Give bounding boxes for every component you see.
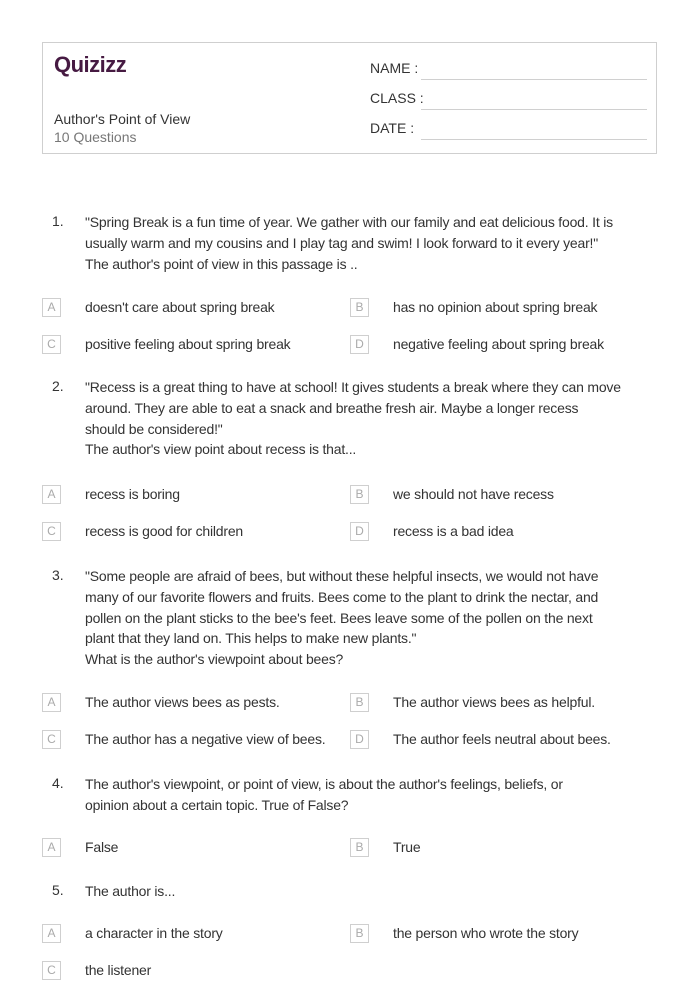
question-number: 3. [52,567,64,583]
question-line: "Some people are afraid of bees, but without these helpful insects, we would not have [85,568,599,584]
worksheet-header [42,42,657,154]
class-line [421,109,647,110]
question-line: What is the author's viewpoint about bees? [85,651,344,668]
option-letter-badge: B [350,693,369,712]
option-text: False [85,839,119,855]
question-text [85,212,665,274]
question-text [85,566,665,670]
name-label: NAME : [370,60,419,76]
option-letter-badge: A [42,838,61,857]
option-letter-badge: B [350,298,369,317]
question-line: "Spring Break is a fun time of year. We gather with our family and eat delicious food. It is [85,214,613,230]
option-letter-badge: B [350,924,369,943]
worksheet-title: Author's Point of View [54,111,191,127]
option-text: doesn't care about spring break [85,299,275,315]
question-line: should be considered!" [85,420,223,437]
option-letter-badge: B [350,485,369,504]
question-text [85,774,665,816]
question-line: pollen on the plant sticks to the bee's feet. Bees leave some of the pollen on the next [85,609,593,626]
option-text: The author views bees as pests. [85,694,280,710]
option-text: a character in the story [85,925,223,941]
question-line: usually warm and my cousins and I play tag and swim! I look forward to it every year!" [85,234,598,251]
date-label: DATE : [370,120,415,136]
option-text: The author has a negative view of bees. [85,731,326,747]
option-letter-badge: D [350,522,369,541]
option-text: the listener [85,962,152,978]
question-text [85,881,665,902]
question-line: "Recess is a great thing to have at school! It gives students a break where they can move [85,379,621,395]
option-text: recess is good for children [85,523,244,539]
option-text: recess is boring [85,486,180,502]
question-line: around. They are able to eat a snack and breathe fresh air. Maybe a longer recess [85,399,579,416]
option-letter-badge: D [350,730,369,749]
question-number: 1. [52,213,64,229]
option-text: has no opinion about spring break [393,299,598,315]
question-number: 2. [52,378,64,394]
question-line: The author's point of view in this passage is .. [85,255,358,272]
option-letter-badge: A [42,924,61,943]
question-line: plant that they land on. This helps to make new plants." [85,630,417,647]
name-line [421,79,647,80]
question-line: The author is... [85,883,176,899]
option-letter-badge: C [42,730,61,749]
question-number: 5. [52,882,64,898]
option-letter-badge: A [42,485,61,504]
option-letter-badge: B [350,838,369,857]
option-letter-badge: C [42,961,61,980]
question-line: many of our favorite flowers and fruits. Bees come to the plant to drink the nectar, and [85,588,599,605]
question-line: The author's view point about recess is that... [85,441,357,458]
option-text: the person who wrote the story [393,925,579,941]
option-text: True [393,839,421,855]
option-text: we should not have recess [393,486,554,502]
option-text: The author feels neutral about bees. [393,731,611,747]
quizizz-logo: Quizizz [54,52,127,77]
option-text: recess is a bad idea [393,523,514,539]
option-letter-badge: A [42,298,61,317]
option-letter-badge: C [42,522,61,541]
option-letter-badge: D [350,335,369,354]
option-letter-badge: A [42,693,61,712]
question-line: opinion about a certain topic. True of False? [85,796,349,813]
question-number: 4. [52,775,64,791]
option-text: negative feeling about spring break [393,336,604,352]
question-text [85,377,665,460]
question-line: The author's viewpoint, or point of view, is about the author's feelings, beliefs, or [85,776,563,792]
question-count: 10 Questions [54,129,137,145]
date-line [421,139,647,140]
option-letter-badge: C [42,335,61,354]
class-label: CLASS : [370,90,424,106]
option-text: The author views bees as helpful. [393,694,595,710]
option-text: positive feeling about spring break [85,336,291,352]
